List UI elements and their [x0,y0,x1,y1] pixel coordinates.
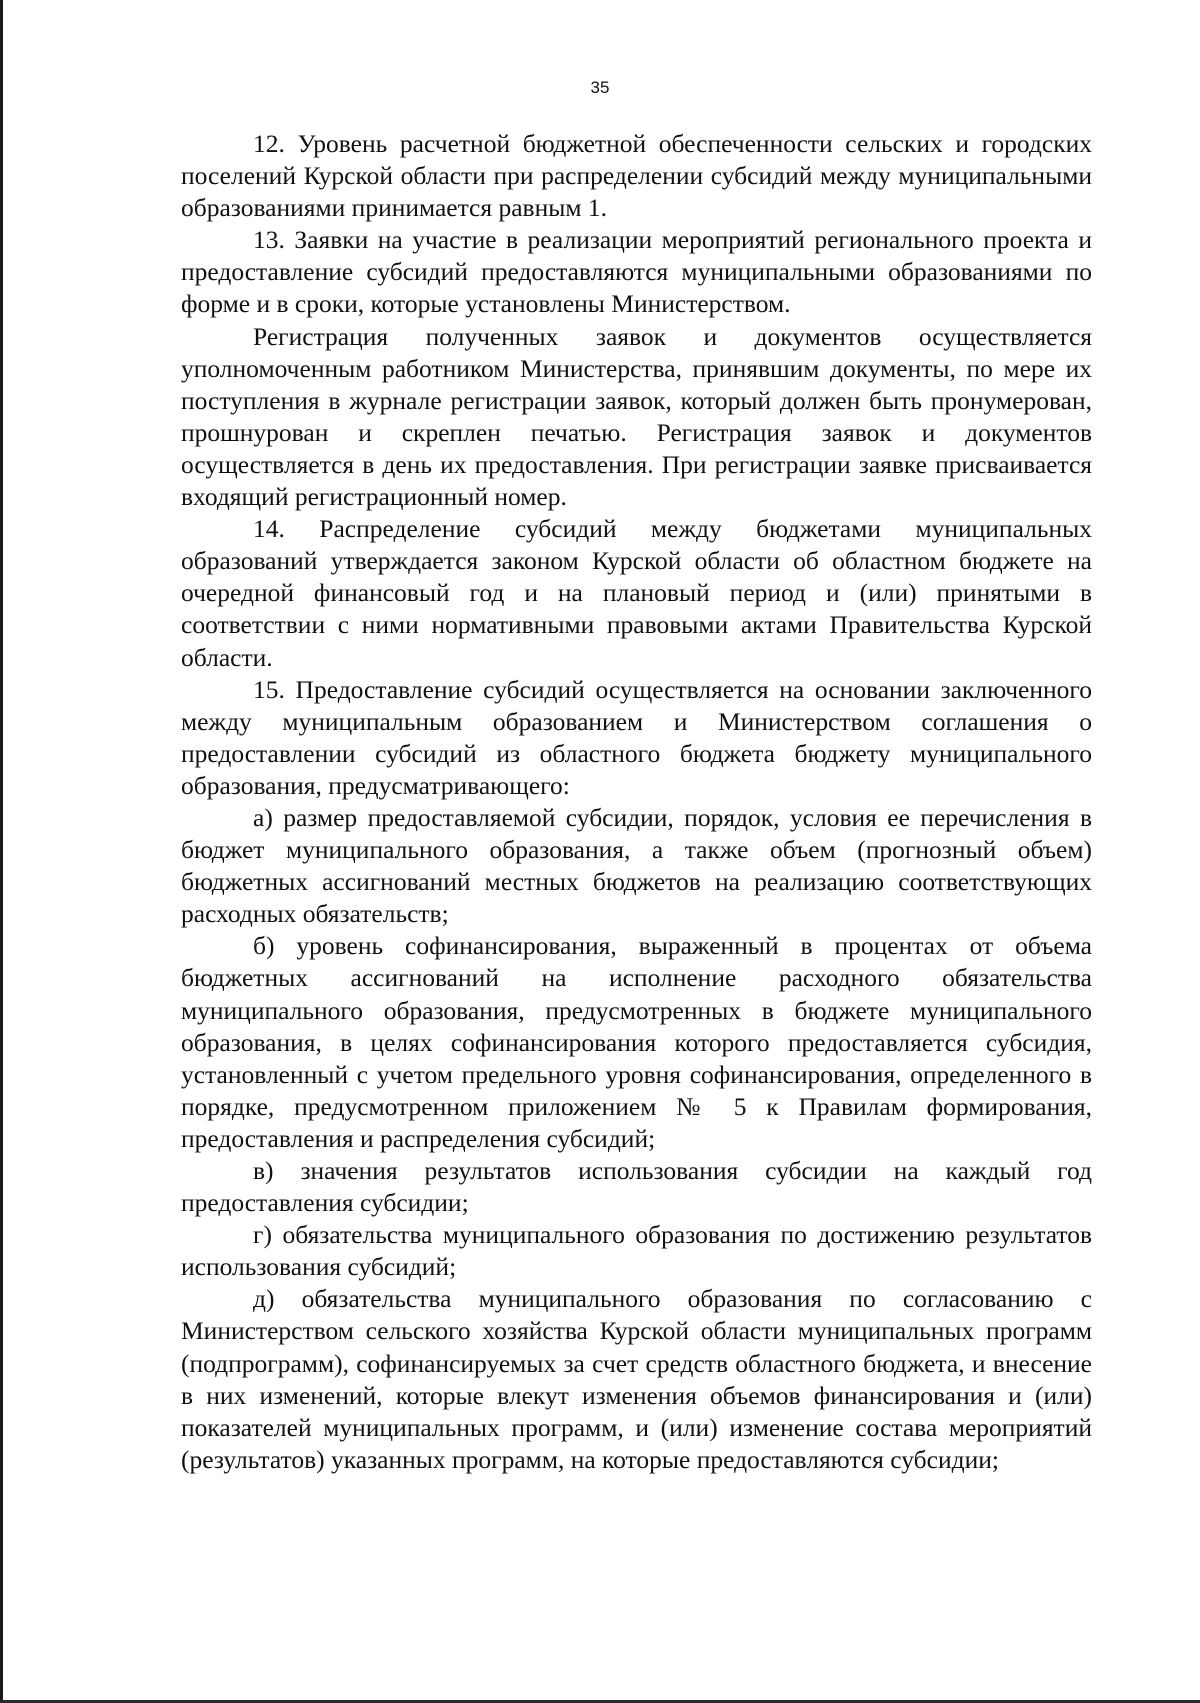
paragraph-15-v: в) значения результатов использования субсидии на каждый год предоставления субсидии; [181,1156,1092,1218]
document-body [181,128,1092,1476]
page-number: 35 [590,78,610,97]
paragraph-15-a: а) размер предоставляемой субсидии, порядок, условия ее перечисления в бюджет муниципального образования, а также объем (прогнозный объем) бюджетных ассигнований местных бюджетов на реализацию соответствующих расходных обязательств; [181,802,1092,929]
paragraph-13: 13. Заявки на участие в реализации мероприятий регионального проекта и предоставление субсидий предоставляются муниципальными образованиями по форме и в сроки, которые установлены Министерством. [181,225,1092,319]
paragraph-15-d: д) обязательства муниципального образования по согласованию с Министерством сельского хозяйства Курской области муниципальных программ (подпрограмм), софинансируемых за счет средств областного бюджета, и внесение в них изменений, которые влекут изменения объемов финансирования и (или) показателей муниципальных программ, и (или) изменение состава мероприятий (результатов) указанных программ, на которые предоставляются субсидии; [181,1284,1092,1474]
scan-edge-left [0,0,3,1703]
paragraph-15-b: б) уровень софинансирования, выраженный в процентах от объема бюджетных ассигнований на исполнение расходного обязательства муниципального образования, предусмотренных в бюджете муниципального образования, в целях софинансирования которого предоставляется субсидия, установленный с учетом предельного уровня софинансирования, определенного в порядке, предусмотренном приложением № 5 к Правилам формирования, предоставления и распределения субсидий; [181,931,1092,1153]
paragraph-15-g: г) обязательства муниципального образования по достижению результатов использования субсидий; [181,1220,1092,1282]
paragraph-14: 14. Распределение субсидий между бюджетами муниципальных образований утверждается законом Курской области об областном бюджете на очередной финансовый год и на плановый период и (или) принятыми в соответствии с ними нормативными правовыми актами Правительства Курской области. [181,514,1092,672]
paragraph-registration: Регистрация полученных заявок и документов осуществляется уполномоченным работником Министерства, принявшим документы, по мере их поступления в журнале регистрации заявок, который должен быть пронумерован, прошнурован и скреплен печатью. Регистрация заявок и документов осуществляется в день их предоставления. При регистрации заявке присваивается входящий регистрационный номер. [181,321,1092,512]
paragraph-15: 15. Предоставление субсидий осуществляется на основании заключенного между муниципальным образованием и Министерством соглашения о предоставлении субсидий из областного бюджета бюджету муниципального образования, предусматривающего: [181,674,1092,800]
paragraph-12: 12. Уровень расчетной бюджетной обеспеченности сельских и городских поселений Курской области при распределении субсидий между муниципальными образованиями принимается равным 1. [181,129,1092,223]
